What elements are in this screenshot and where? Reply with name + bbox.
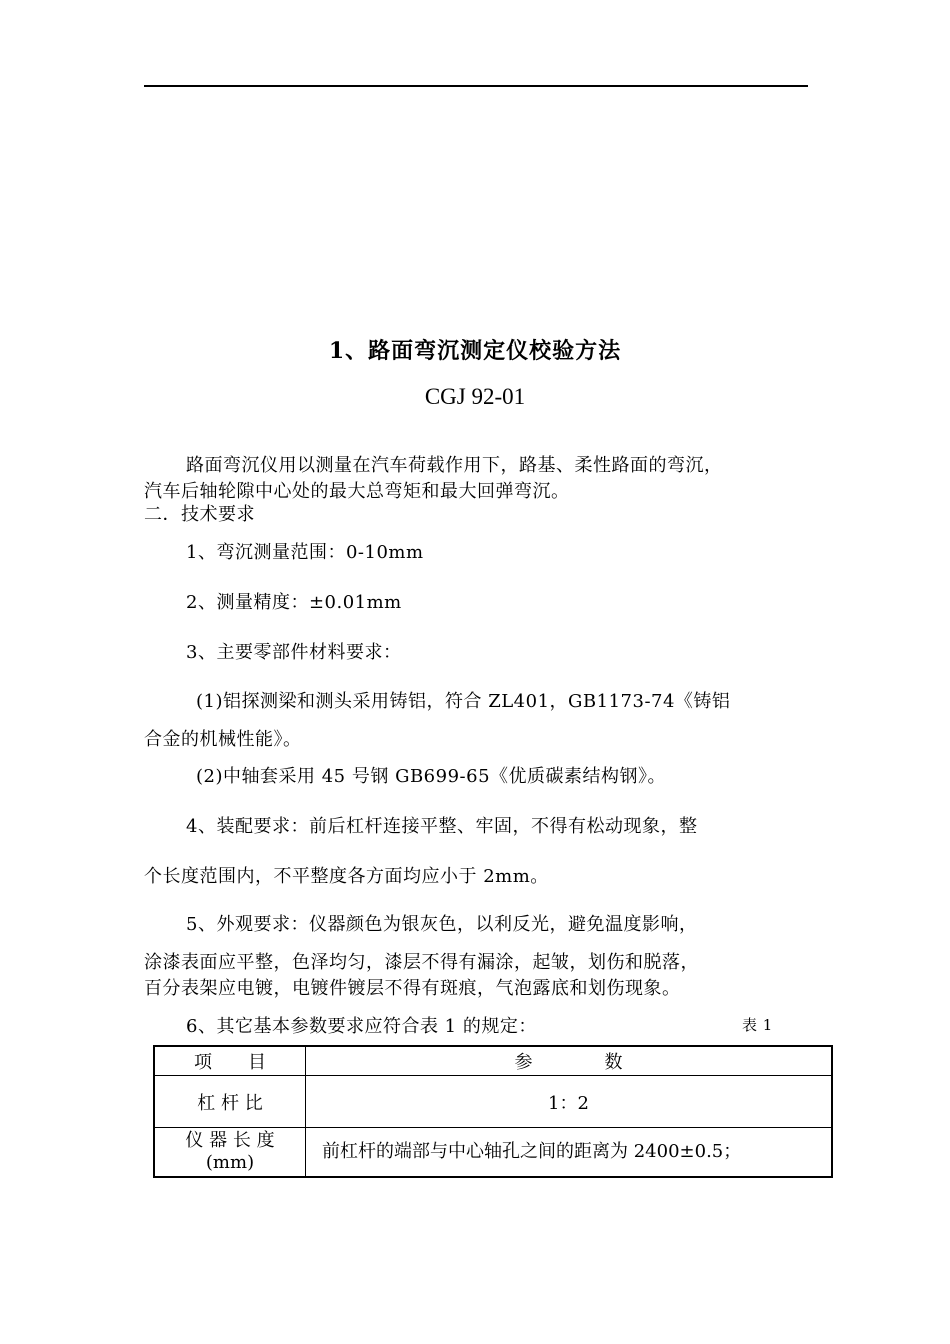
requirement-6: 6、其它基本参数要求应符合表 1 的规定： xyxy=(186,1016,537,1037)
table-cell-param: 前杠杆的端部与中心轴孔之间的距离为 2400±0.5； xyxy=(306,1128,833,1178)
table-row xyxy=(154,1128,832,1178)
parameters-table xyxy=(153,1045,833,1178)
requirement-4-line-2: 个长度范围内，不平整度各方面均应小于 2mm。 xyxy=(144,866,549,887)
table-cell-item: 杠 杆 比 xyxy=(154,1076,306,1128)
requirement-2: 2、测量精度：±0.01mm xyxy=(186,592,402,613)
table-header-param: 参 数 xyxy=(306,1046,833,1076)
table-row xyxy=(154,1076,832,1128)
requirement-3: 3、主要零部件材料要求： xyxy=(186,642,402,663)
requirement-3-1-line-1: (1)铝探测梁和测头采用铸铝，符合 ZL401，GB1173-74《铸铝 xyxy=(196,691,731,712)
requirement-1: 1、弯沉测量范围：0-10mm xyxy=(186,542,424,563)
table-cell-param: 1：2 xyxy=(306,1076,833,1128)
section-heading: 二．技术要求 xyxy=(144,504,255,525)
table-header-item: 项 目 xyxy=(154,1046,306,1076)
table-cell-item-line-2: (mm) xyxy=(205,1152,255,1173)
requirement-3-2: (2)中轴套采用 45 号钢 GB699-65《优质碳素结构钢》。 xyxy=(196,766,667,787)
requirement-5-line-1: 5、外观要求：仪器颜色为银灰色，以利反光，避免温度影响， xyxy=(186,914,698,935)
header-rule xyxy=(144,85,808,87)
table-header-row xyxy=(154,1046,832,1076)
document-code: CGJ 92-01 xyxy=(424,384,526,409)
table-label: 表 1 xyxy=(742,1016,773,1034)
requirement-4-line-1: 4、装配要求：前后杠杆连接平整、牢固，不得有松动现象，整 xyxy=(186,816,698,837)
intro-line-1: 路面弯沉仪用以测量在汽车荷载作用下，路基、柔性路面的弯沉， xyxy=(186,455,723,476)
requirement-3-1-line-2: 合金的机械性能》。 xyxy=(144,729,302,750)
table-cell-item xyxy=(154,1128,306,1178)
intro-line-2: 汽车后轴轮隙中心处的最大总弯矩和最大回弹弯沉。 xyxy=(144,481,570,502)
table-cell-item-line-1: 仪 器 长 度 xyxy=(185,1130,275,1151)
requirement-5-line-2: 涂漆表面应平整，色泽均匀，漆层不得有漏涂，起皱，划伤和脱落， xyxy=(144,952,699,973)
requirement-5-line-3: 百分表架应电镀，电镀件镀层不得有斑痕，气泡露底和划伤现象。 xyxy=(144,978,681,999)
document-title: 1、路面弯沉测定仪校验方法 xyxy=(328,338,622,364)
